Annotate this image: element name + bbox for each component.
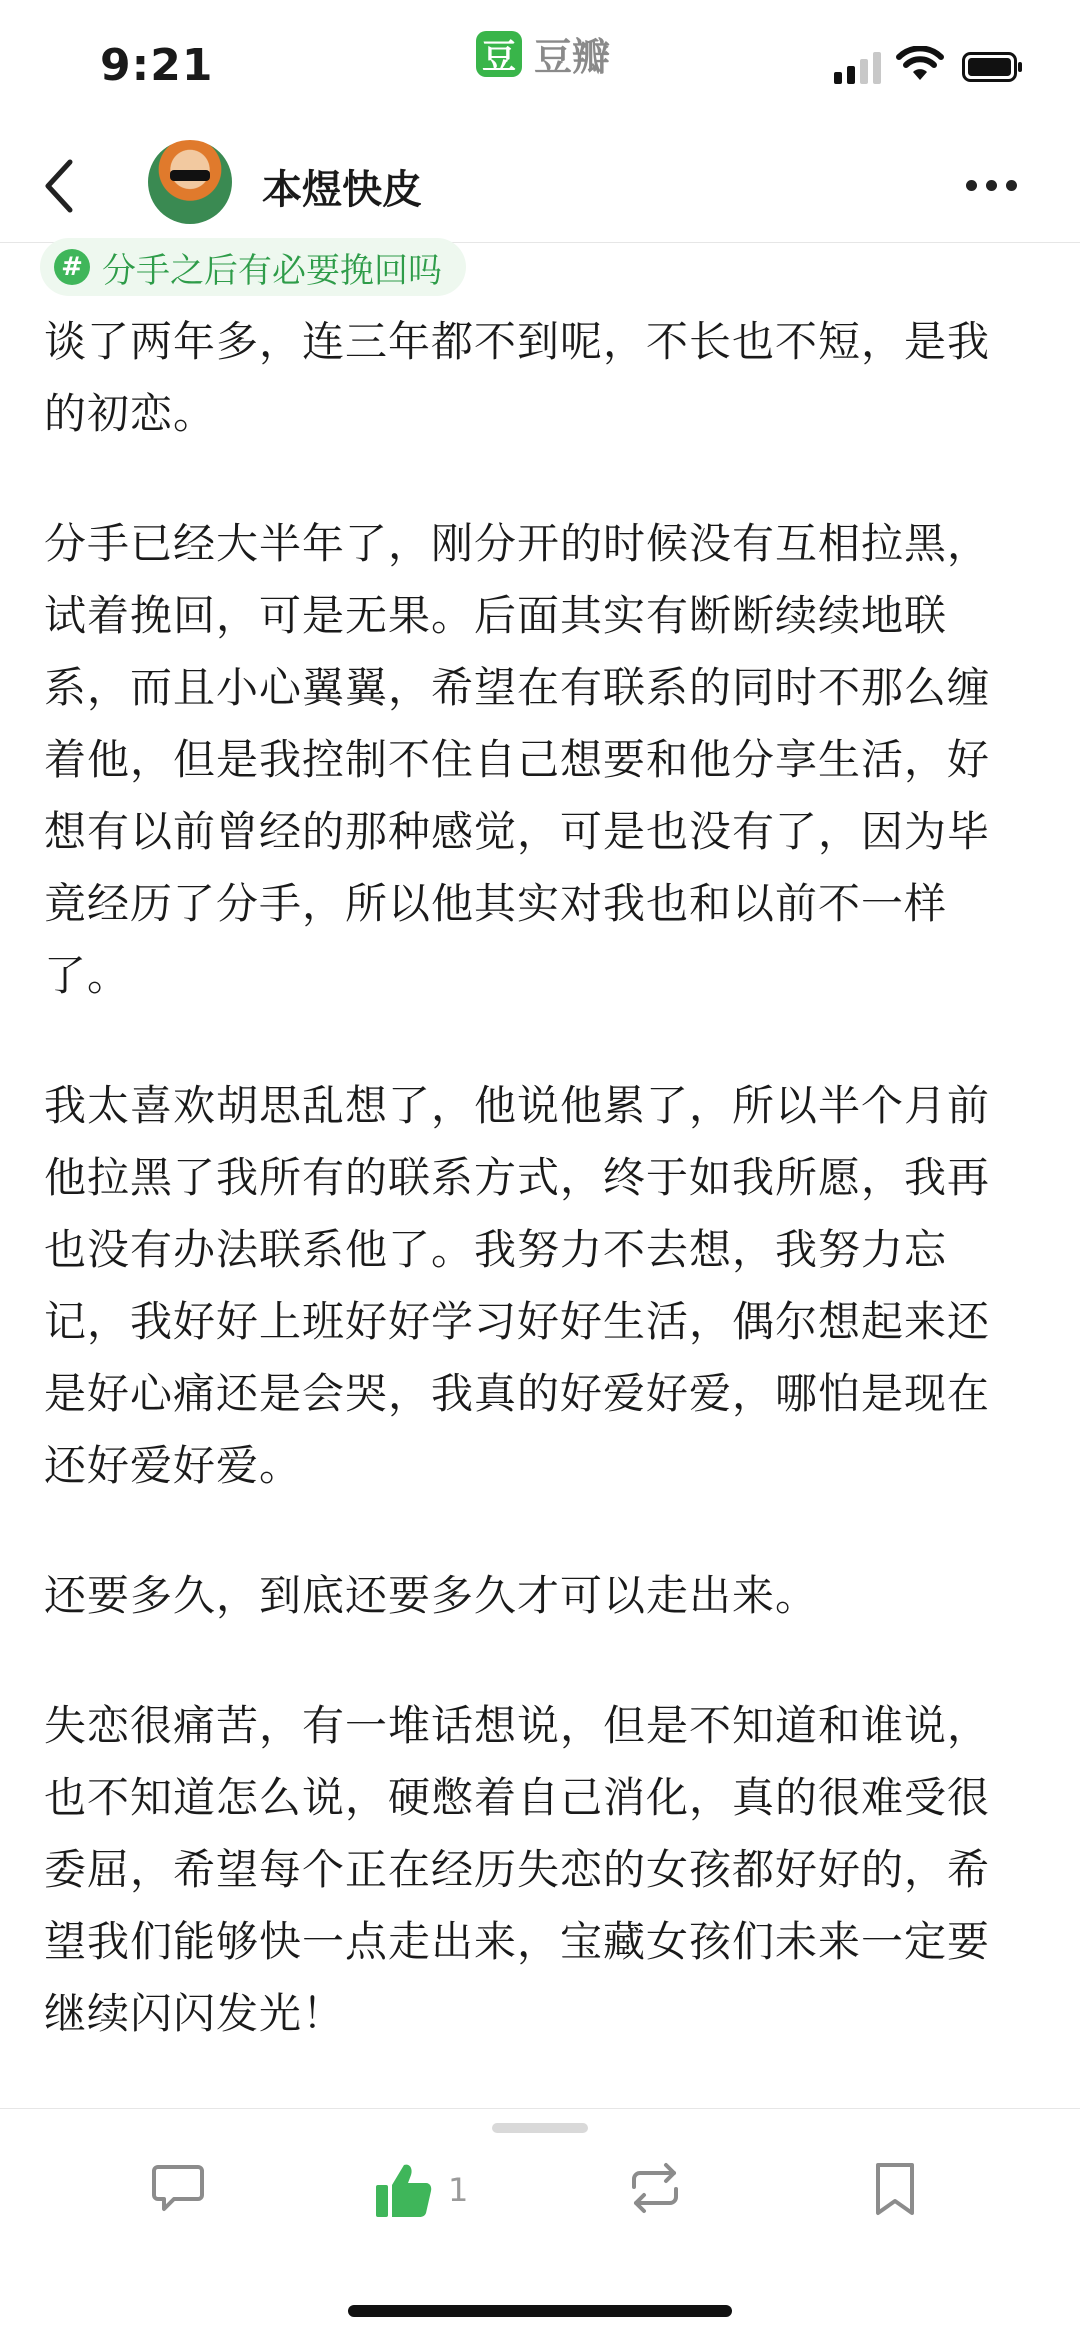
- article-body: [44, 306, 1014, 2108]
- douban-logo-icon: 豆: [476, 31, 522, 77]
- avatar-glasses: [170, 170, 210, 181]
- app-name: 豆瓣: [534, 35, 611, 79]
- home-indicator[interactable]: [348, 2305, 732, 2317]
- paragraph: 还要多久，到底还要多久才可以走出来。: [44, 1571, 819, 1620]
- signal-icon: [834, 52, 881, 84]
- status-bar: [0, 0, 1080, 130]
- bookmark-icon: [870, 2161, 920, 2217]
- paragraph: 分手已经大半年了，刚分开的时候没有互相拉黑，试着挽回，可是无果。后面其实有断断续续地联系，而且小心翼翼，希望在有联系的同时不那么缠着他，但是我控制不住自己想要和他分享生活，好想有以前曾经的那种感觉，可是也没有了，因为毕竟经历了分手，所以他其实对我也和以前不一样了。: [44, 519, 991, 1000]
- app-badge: [476, 26, 610, 81]
- like-count: 1: [448, 2171, 469, 2209]
- paragraph: 失恋很痛苦，有一堆话想说，但是不知道和谁说，也不知道怎么说，硬憋着自己消化，真的很难受很委屈，希望每个正在经历失恋的女孩都好好的，希望我们能够快一点走出来，宝藏女孩们未来一定要继续闪闪发光！: [44, 1701, 991, 2038]
- repost-button[interactable]: [624, 2161, 686, 2215]
- avatar[interactable]: [148, 140, 232, 224]
- bottom-toolbar: [0, 2108, 1080, 2338]
- repost-icon: [624, 2161, 686, 2215]
- more-icon[interactable]: [966, 180, 1017, 191]
- bookmark-button[interactable]: [870, 2161, 920, 2217]
- status-time: 9:21: [100, 40, 214, 91]
- topic-label: 分手之后有必要挽回吗: [102, 250, 442, 291]
- battery-icon: [962, 52, 1024, 82]
- author-name[interactable]: 本煜快皮: [262, 167, 422, 213]
- wifi-icon: [896, 46, 944, 82]
- topic-tag[interactable]: [40, 238, 466, 296]
- back-icon[interactable]: [36, 154, 84, 218]
- paragraph: 谈了两年多，连三年都不到呢，不长也不短，是我的初恋。: [44, 317, 991, 438]
- nav-bar: [0, 130, 1080, 243]
- like-button[interactable]: [374, 2161, 468, 2219]
- hash-icon: #: [54, 249, 90, 285]
- like-icon: [374, 2161, 434, 2219]
- drag-handle[interactable]: [492, 2123, 588, 2133]
- comment-button[interactable]: [150, 2161, 206, 2215]
- comment-icon: [150, 2161, 206, 2215]
- paragraph: 我太喜欢胡思乱想了，他说他累了，所以半个月前他拉黑了我所有的联系方式，终于如我所愿，我再也没有办法联系他了。我努力不去想，我努力忘记，我好好上班好好学习好好生活，偶尔想起来还是好心痛还是会哭，我真的好爱好爱，哪怕是现在还好爱好爱。: [44, 1081, 991, 1490]
